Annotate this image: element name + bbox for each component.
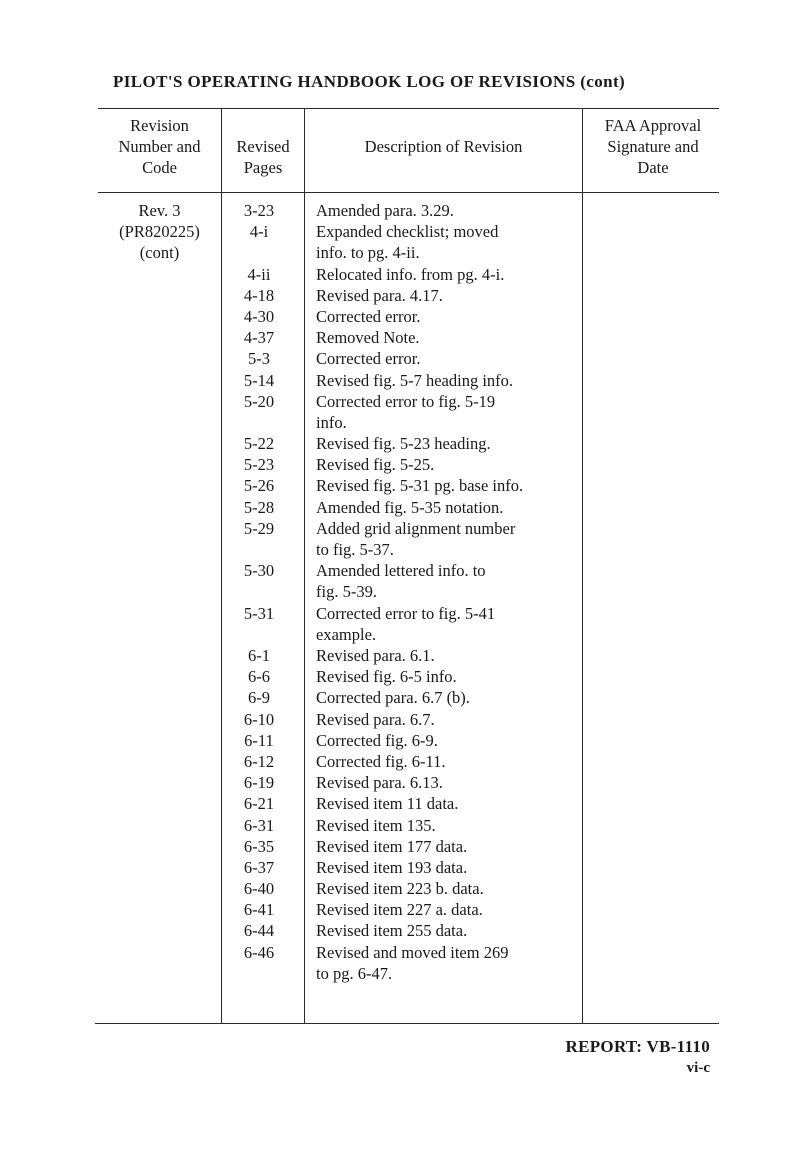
description-line: info. [316, 412, 347, 432]
report-number: REPORT: VB-1110 [565, 1037, 710, 1056]
revision-description [316, 433, 578, 454]
description-line: Corrected error. [316, 349, 421, 369]
description-line: Revised item 255 data. [316, 921, 468, 941]
table-top-rule [98, 108, 719, 109]
description-line: Revised item 135. [316, 815, 436, 835]
header-pages-line-2: Pages [243, 158, 283, 177]
revised-page-number: 6-44 [243, 921, 275, 941]
revision-description [316, 751, 578, 772]
revision-description [316, 475, 578, 496]
revision-description [316, 285, 578, 306]
revised-page-number: 6-19 [243, 773, 275, 793]
description-line: Corrected fig. 6-11. [316, 751, 446, 771]
revised-page-number: 5-23 [243, 455, 275, 475]
description-line: Revised item 193 data. [316, 857, 468, 877]
description-line: Added grid alignment number [316, 518, 516, 538]
header-faa-approval [583, 115, 723, 178]
page-number: vi-c [686, 1060, 710, 1076]
description-line: to fig. 5-37. [316, 540, 394, 560]
revision-description [316, 920, 578, 941]
revised-page-number: 4-i [249, 222, 269, 242]
revised-page-number: 5-22 [243, 434, 275, 454]
revision-description [316, 560, 578, 602]
revision-description [316, 306, 578, 327]
description-line: Revised fig. 5-25. [316, 455, 435, 475]
header-revision-line-1: Revision [130, 116, 189, 135]
revised-page-number: 6-41 [243, 900, 275, 920]
revised-page-number: 5-14 [243, 370, 275, 390]
revision-description [316, 645, 578, 666]
revision-description [316, 264, 578, 285]
description-line: fig. 5-39. [316, 582, 377, 602]
revised-page-number: 6-31 [243, 815, 275, 835]
description-line: Amended para. 3.29. [316, 201, 454, 220]
revised-page-number: 6-21 [243, 794, 275, 814]
revised-page-number: 5-28 [243, 497, 275, 517]
header-revision [98, 115, 221, 178]
description-line: Revised fig. 5-23 heading. [316, 434, 491, 454]
revision-description [316, 497, 578, 518]
revision-description [316, 942, 578, 984]
description-line: Corrected error to fig. 5-41 [316, 603, 496, 623]
revision-description [316, 348, 578, 369]
description-line: Amended fig. 5-35 notation. [316, 497, 504, 517]
revision-description [316, 454, 578, 475]
description-line: Revised item 177 data. [316, 836, 468, 856]
revised-page-number: 6-1 [248, 646, 270, 666]
header-revised-pages [222, 136, 304, 178]
revision-description [316, 370, 578, 391]
revised-page-number: 5-20 [243, 391, 275, 411]
revision-code: (PR820225) [119, 222, 200, 242]
revised-page-number: 4-ii [247, 264, 271, 284]
description-line: Corrected error. [316, 306, 421, 326]
revised-page-number: 5-31 [243, 603, 275, 623]
description-line: Expanded checklist; moved [316, 222, 499, 242]
revision-code-cell [98, 200, 221, 264]
revision-description [316, 327, 578, 348]
revised-page-number: 6-37 [243, 857, 275, 877]
revision-description [316, 200, 578, 221]
header-revision-line-2: Number and [118, 137, 201, 156]
header-description [305, 136, 582, 157]
description-line: to pg. 6-47. [316, 963, 393, 983]
description-line: Revised para. 4.17. [316, 285, 443, 305]
description-line: info. to pg. 4-ii. [316, 243, 420, 263]
revised-page-number: 6-12 [243, 751, 275, 771]
description-line: Amended lettered info. to [316, 561, 486, 581]
revised-page-number: 4-37 [243, 328, 275, 348]
revised-page-number: 3-23 [243, 201, 275, 220]
revision-number: Rev. 3 [138, 201, 181, 220]
revised-page-number: 6-10 [243, 709, 275, 729]
description-line: example. [316, 624, 377, 644]
revised-page-number: 5-3 [248, 349, 270, 369]
revised-page-number: 6-46 [243, 942, 275, 962]
revised-page-number: 6-6 [248, 667, 270, 687]
header-description-text: Description of Revision [364, 137, 523, 156]
description-line: Revised fig. 6-5 info. [316, 667, 457, 687]
revision-description [316, 836, 578, 857]
header-faa-line-2: Signature and [607, 137, 699, 156]
revised-page-number: 6-9 [248, 688, 270, 708]
table-bottom-rule [95, 1023, 719, 1024]
revised-page-number: 5-29 [243, 518, 275, 538]
revision-description [316, 603, 578, 645]
description-line: Corrected fig. 6-9. [316, 730, 438, 750]
header-pages-line-1: Revised [236, 137, 290, 156]
description-column [316, 200, 578, 984]
page-footer [566, 1037, 710, 1077]
header-revision-line-3: Code [142, 158, 177, 177]
revision-continued-note: (cont) [139, 243, 180, 263]
description-line: Corrected para. 6.7 (b). [316, 688, 470, 708]
description-line: Revised item 223 b. data. [316, 879, 484, 899]
revision-description [316, 666, 578, 687]
description-line: Removed Note. [316, 328, 420, 348]
revision-description [316, 221, 578, 263]
revised-page-number: 5-30 [243, 561, 275, 581]
description-line: Revised fig. 5-7 heading info. [316, 370, 514, 390]
revision-description [316, 793, 578, 814]
revision-description [316, 857, 578, 878]
description-line: Revised item 227 a. data. [316, 900, 483, 920]
revised-page-number: 6-35 [243, 836, 275, 856]
header-bottom-rule [98, 192, 719, 193]
header-faa-line-3: Date [637, 158, 669, 177]
revised-page-number: 4-18 [243, 285, 275, 305]
revised-page-number: 5-26 [243, 476, 275, 496]
description-line: Revised para. 6.1. [316, 646, 435, 666]
revision-description [316, 730, 578, 751]
revision-description [316, 391, 578, 433]
revision-description [316, 878, 578, 899]
revised-pages-column [222, 200, 304, 984]
revised-page-number: 6-40 [243, 879, 275, 899]
description-line: Revised para. 6.13. [316, 773, 443, 793]
revision-description [316, 709, 578, 730]
description-line: Revised fig. 5-31 pg. base info. [316, 476, 524, 496]
description-line: Revised para. 6.7. [316, 709, 435, 729]
description-line: Relocated info. from pg. 4-i. [316, 264, 505, 284]
column-divider-3 [582, 108, 583, 1023]
page-title: PILOT'S OPERATING HANDBOOK LOG OF REVISIONS (cont) [113, 72, 626, 91]
revision-description [316, 815, 578, 836]
column-divider-2 [304, 108, 305, 1023]
description-line: Corrected error to fig. 5-19 [316, 391, 496, 411]
header-faa-line-1: FAA Approval [604, 116, 702, 135]
revision-description [316, 687, 578, 708]
revision-description [316, 899, 578, 920]
description-line: Revised item 11 data. [316, 794, 459, 814]
revised-page-number: 4-30 [243, 306, 275, 326]
description-line: Revised and moved item 269 [316, 942, 509, 962]
revision-description [316, 772, 578, 793]
revised-page-number: 6-11 [244, 730, 274, 750]
revision-description [316, 518, 578, 560]
